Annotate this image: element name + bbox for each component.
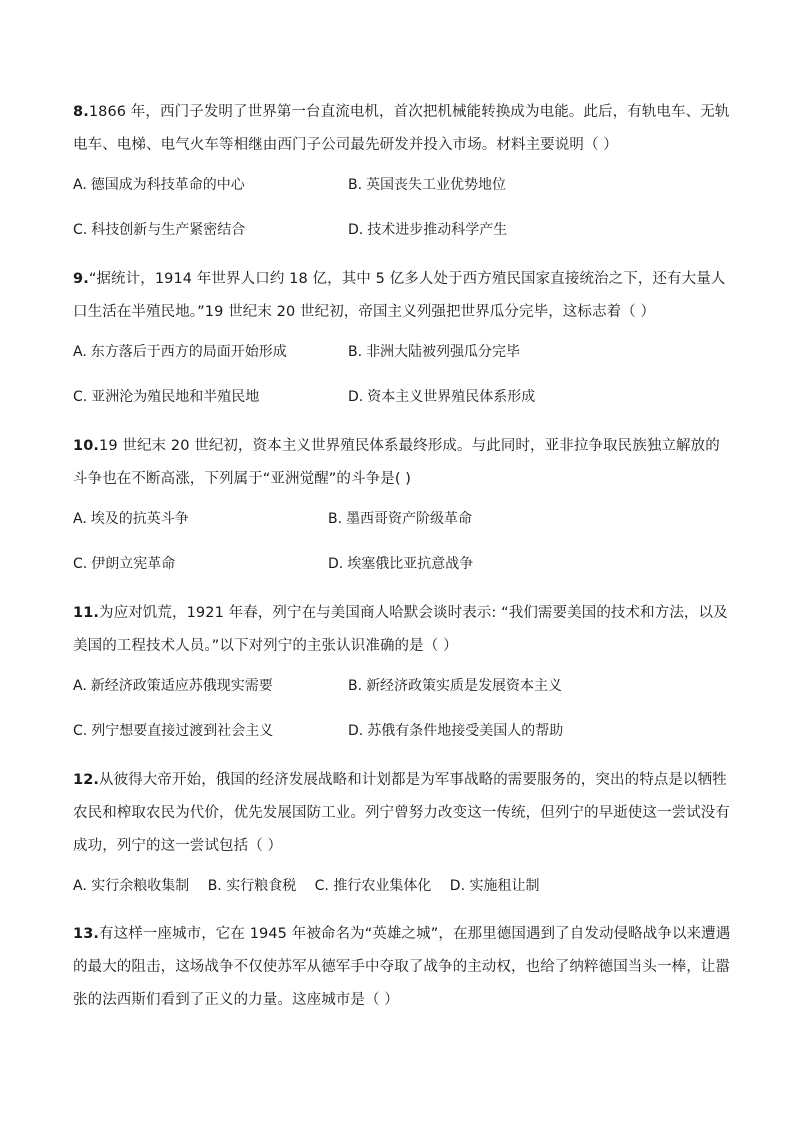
option-text: 实施租让制 <box>469 878 540 894</box>
option-text: 埃塞俄比亚抗意战争 <box>347 556 474 572</box>
question-text: 有这样一座城市，它在 1945 年被命名为“英雄之城”，在那里德国遇到了自发动侵略战争以来遭遇的最大的阻击，这场战争不仅使苏军从德军手中夺取了战争的主动权，也给了纳粹德国当头一棒，让嚣张的法西斯们看到了正义的力量。这座城市是（ ） <box>73 926 731 1008</box>
option-text: 英国丧失工业优势地位 <box>366 177 507 193</box>
question-stem <box>73 764 733 863</box>
option-letter: D. <box>449 878 466 894</box>
option-b[interactable] <box>348 341 520 363</box>
option-letter: C. <box>314 878 329 894</box>
option-letter: C. <box>73 389 88 405</box>
option-d[interactable] <box>348 219 507 241</box>
question-12 <box>73 764 733 897</box>
option-b[interactable] <box>348 675 562 697</box>
question-number: 8. <box>73 104 89 120</box>
question-text: 从彼得大帝开始，俄国的经济发展战略和计划都是为军事战略的需要服务的，突出的特点是以牺牲农民和榨取农民为代价，优先发展国防工业。列宁曾努力改变这一传统，但列宁的早逝使这一尝试没有成功，列宁的这一尝试包括（ ） <box>73 772 730 854</box>
option-letter: D. <box>348 222 364 238</box>
option-text: 墨西哥资产阶级革命 <box>346 511 473 527</box>
question-text: 为应对饥荒，1921 年春，列宁在与美国商人哈默会谈时表示: “我们需要美国的技术和方法，以及美国的工程技术人员。”以下对列宁的主张认识准确的是（ ） <box>73 605 728 654</box>
option-letter: B. <box>328 511 343 527</box>
option-text: 伊朗立宪革命 <box>91 556 176 572</box>
option-d[interactable] <box>328 553 473 575</box>
question-text: 19 世纪末 20 世纪初，资本主义世界殖民体系最终形成。与此同时，亚非拉争取民族独立解放的斗争也在不断高涨，下列属于“亚洲觉醒”的斗争是( ) <box>73 438 720 487</box>
option-letter: A. <box>73 878 87 894</box>
question-text: 1866 年，西门子发明了世界第一台直流电机，首次把机械能转换成为电能。此后，有轨电车、无轨电车、电梯、电气火车等相继由西门子公司最先研发并投入市场。材料主要说明（ ） <box>73 104 730 153</box>
option-letter: C. <box>73 556 88 572</box>
option-text: 技术进步推动科学产生 <box>367 222 508 238</box>
options-grid <box>73 675 733 765</box>
question-11 <box>73 597 733 765</box>
option-letter: D. <box>348 723 364 739</box>
option-a[interactable] <box>73 508 189 530</box>
option-text: 新经济政策实质是发展资本主义 <box>366 678 563 694</box>
option-a[interactable] <box>73 174 245 196</box>
question-stem <box>73 430 733 496</box>
option-letter: B. <box>348 344 363 360</box>
question-10 <box>73 430 733 598</box>
option-letter: B. <box>348 177 363 193</box>
option-letter: A. <box>73 511 87 527</box>
question-stem <box>73 597 733 663</box>
options-grid <box>73 341 733 431</box>
option-text: 科技创新与生产紧密结合 <box>91 222 246 238</box>
option-d[interactable] <box>348 720 563 742</box>
option-letter: D. <box>348 389 364 405</box>
question-number: 13. <box>73 926 99 942</box>
option-text: 德国成为科技革命的中心 <box>90 177 245 193</box>
question-text: “据统计，1914 年世界人口约 18 亿，其中 5 亿多人处于西方殖民国家直接统治之下，还有大量人口生活在半殖民地。”19 世纪末 20 世纪初，帝国主义列强把世界瓜分完毕，这标志着（ ） <box>73 271 726 320</box>
option-letter: D. <box>328 556 344 572</box>
option-d[interactable] <box>450 878 540 894</box>
option-text: 苏俄有条件地接受美国人的帮助 <box>367 723 564 739</box>
option-d[interactable] <box>348 386 535 408</box>
option-c[interactable] <box>73 720 273 742</box>
option-text: 非洲大陆被列强瓜分完毕 <box>366 344 521 360</box>
options-grid <box>73 174 733 264</box>
option-c[interactable] <box>73 553 175 575</box>
question-number: 11. <box>73 605 99 621</box>
option-c[interactable] <box>73 386 259 408</box>
option-a[interactable] <box>73 341 287 363</box>
option-letter: C. <box>73 723 88 739</box>
option-text: 列宁想要直接过渡到社会主义 <box>91 723 274 739</box>
question-9 <box>73 263 733 431</box>
question-13 <box>73 918 733 1017</box>
option-letter: C. <box>73 222 88 238</box>
option-text: 实行粮食税 <box>226 878 297 894</box>
option-b[interactable] <box>328 508 472 530</box>
option-text: 埃及的抗英斗争 <box>90 511 189 527</box>
option-c[interactable] <box>73 219 245 241</box>
question-8 <box>73 96 733 264</box>
option-letter: B. <box>207 878 222 894</box>
option-c[interactable] <box>315 878 432 894</box>
question-number: 12. <box>73 772 99 788</box>
option-letter: A. <box>73 177 87 193</box>
option-text: 新经济政策适应苏俄现实需要 <box>90 678 273 694</box>
option-letter: B. <box>348 678 363 694</box>
option-letter: A. <box>73 678 87 694</box>
option-text: 实行余粮收集制 <box>91 878 190 894</box>
question-stem <box>73 96 733 162</box>
options-row <box>73 875 733 897</box>
option-text: 亚洲沦为殖民地和半殖民地 <box>91 389 260 405</box>
option-text: 资本主义世界殖民体系形成 <box>367 389 536 405</box>
question-number: 9. <box>73 271 89 287</box>
question-stem <box>73 263 733 329</box>
option-a[interactable] <box>73 675 273 697</box>
options-grid <box>73 508 733 598</box>
option-text: 东方落后于西方的局面开始形成 <box>90 344 287 360</box>
option-b[interactable] <box>348 174 506 196</box>
option-text: 推行农业集体化 <box>333 878 432 894</box>
question-stem <box>73 918 733 1017</box>
option-a[interactable] <box>73 878 189 894</box>
option-b[interactable] <box>208 878 297 894</box>
option-letter: A. <box>73 344 87 360</box>
question-number: 10. <box>73 438 99 454</box>
